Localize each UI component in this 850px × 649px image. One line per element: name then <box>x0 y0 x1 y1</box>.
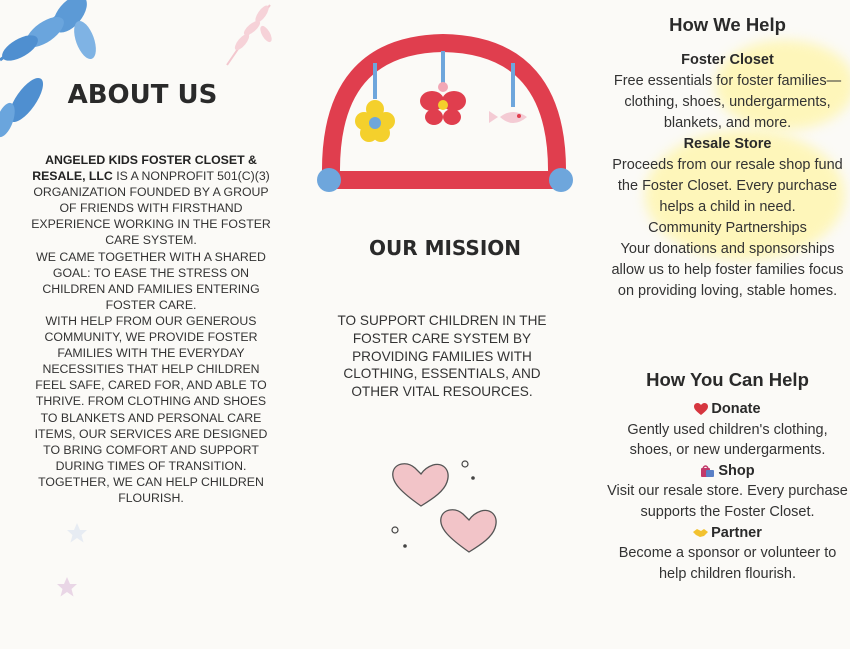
about-para-2: WE CAME TOGETHER WITH A SHARED GOAL: TO EASE THE STRESS ON CHILDREN AND FAMILIES ENTERING FOSTER CARE. <box>36 249 266 312</box>
partner-heading <box>605 523 850 544</box>
about-para-4: TOGETHER, WE CAN HELP CHILDREN FLOURISH. <box>38 474 264 505</box>
partner-label: Partner <box>711 524 762 541</box>
partner-text: Become a sponsor or volunteer to help children flourish. <box>618 545 837 582</box>
shop-text: Visit our resale store. Every purchase supports the Foster Closet. <box>607 483 848 520</box>
how-we-help-section <box>605 50 850 302</box>
mission-text: TO SUPPORT CHILDREN IN THE FOSTER CARE SYSTEM BY PROVIDING FAMILIES WITH CLOTHING, ESSENTIALS, AND OTHER VITAL RESOURCES. <box>337 313 547 400</box>
donate-label: Donate <box>711 401 761 417</box>
about-panel <box>0 0 285 649</box>
how-you-can-help-title: How You Can Help <box>646 369 809 390</box>
resale-store-title: Resale Store <box>683 136 772 152</box>
star-icon <box>56 576 78 598</box>
donate-heading <box>605 399 850 420</box>
community-title: Community Partnerships <box>648 220 807 236</box>
mission-panel <box>285 0 605 649</box>
handshake-icon <box>693 528 708 538</box>
help-panel <box>605 0 850 649</box>
hearts-icon <box>385 450 505 560</box>
star-icon <box>66 522 88 544</box>
leaf-branch-icon <box>0 0 120 140</box>
how-you-can-help-section <box>605 399 850 584</box>
about-para-1: IS A NONPROFIT 501(C)(3) ORGANIZATION FOUNDED BY A GROUP OF FRIENDS WITH FIRSTHAND EXPERIENCE WORKING IN THE FOSTER CARE SYSTEM. <box>31 169 271 248</box>
heart-icon <box>694 403 708 416</box>
community-text: Your donations and sponsorships allow us to help foster families focus on providing loving, stable homes. <box>611 241 844 299</box>
shop-heading <box>605 461 850 482</box>
pink-branch-icon <box>222 0 282 70</box>
how-we-help-title: How We Help <box>669 14 786 35</box>
about-title: ABOUT US <box>67 80 218 110</box>
donate-text: Gently used children's clothing, shoes, or new undergarments. <box>627 421 828 459</box>
shop-label: Shop <box>718 462 755 479</box>
foster-closet-text: Free essentials for foster families—clothing, shoes, undergarments, blankets, and more. <box>613 73 842 131</box>
baby-mobile-icon <box>315 25 575 195</box>
about-text <box>26 152 276 506</box>
about-para-3: WITH HELP FROM OUR GENEROUS COMMUNITY, WE PROVIDE FOSTER FAMILIES WITH THE EVERYDAY NECESSITIES THAT HELP CHILDREN FEEL SAFE, CARED FOR, AND ABLE TO THRIVE. FROM CLOTHING AND SHOES TO BLANKETS AND PERSONAL CARE ITEMS, OUR SERVICES ARE DESIGNED TO BRING COMFORT AND SUPPORT DURING TIMES OF TRANSITION. <box>34 313 268 473</box>
foster-closet-title: Foster Closet <box>681 52 774 68</box>
shopping-bag-icon <box>700 464 715 478</box>
resale-store-text: Proceeds from our resale shop fund the Foster Closet. Every purchase helps a child in need. <box>612 157 843 215</box>
org-name: ANGELED KIDS FOSTER CLOSET & RESALE, LLC <box>32 153 257 184</box>
mission-title: OUR MISSION <box>368 236 522 260</box>
